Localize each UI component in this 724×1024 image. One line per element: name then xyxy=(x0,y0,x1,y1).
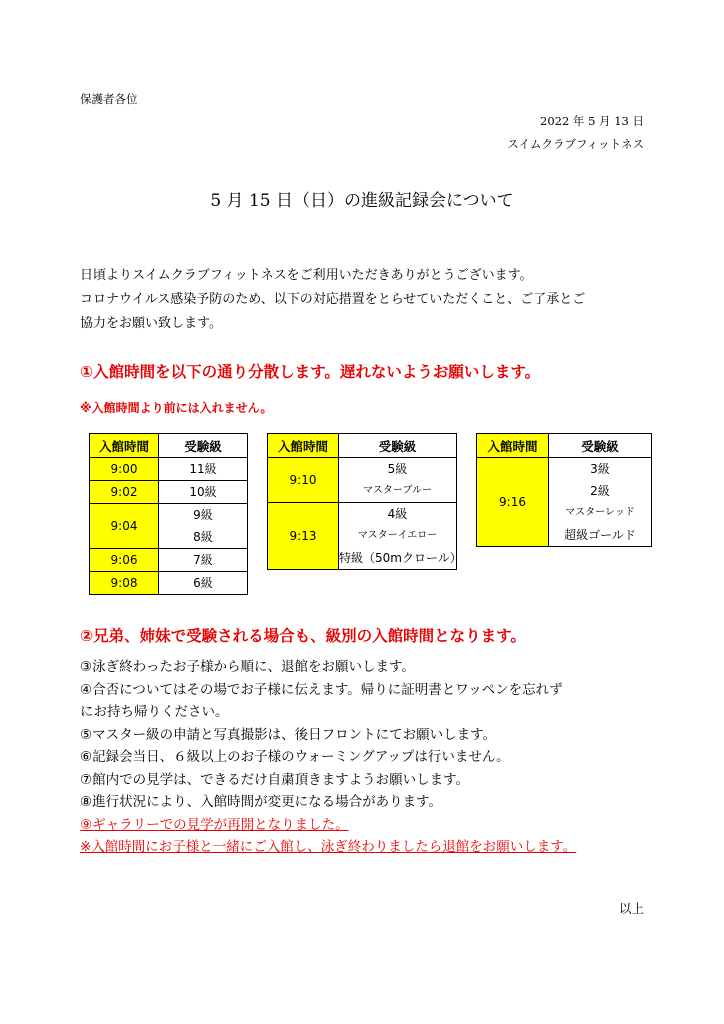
intro-paragraph xyxy=(80,264,585,336)
page-title: 5 月 15 日（日）の進級記録会について xyxy=(210,191,514,211)
section2-heading: ②兄弟、姉妹で受験される場合も、級別の入館時間となります。 xyxy=(80,627,526,645)
level: マスターイエロー xyxy=(357,530,438,541)
level: 7級 xyxy=(159,549,248,572)
table-row xyxy=(90,572,248,595)
level-cell xyxy=(339,458,457,503)
intro-line: コロナウイルス感染予防のため、以下の対応措置をとらせていただくこと、ご了承とご xyxy=(80,292,586,307)
intro-line: 協力をお願い致します。 xyxy=(80,316,222,331)
table-row xyxy=(477,458,652,547)
level-cell xyxy=(339,503,462,570)
header-time: 入館時間 xyxy=(268,434,339,458)
list-item: ④合否についてはその場でお子様に伝えます。帰りに証明書とワッペンを忘れず xyxy=(80,681,563,698)
addressee: 保護者各位 xyxy=(80,92,138,106)
level: 10級 xyxy=(159,481,248,504)
list-item: ⑤マスター級の申請と写真撮影は、後日フロントにてお願いします。 xyxy=(80,726,497,743)
table-row xyxy=(90,504,248,549)
list-item-highlight: ⑨ギャラリーでの見学が再開となりました。 xyxy=(80,816,349,833)
closing-text: 以上 xyxy=(618,901,644,916)
level: 5級 xyxy=(387,462,408,476)
schedule-table-3 xyxy=(476,433,652,547)
schedule-table-1 xyxy=(89,433,248,595)
level-cell xyxy=(159,504,248,549)
level: 4級 xyxy=(387,507,408,521)
entry-time: 9:08 xyxy=(90,572,159,595)
level: 6級 xyxy=(159,572,248,595)
intro-line: 日頃よりスイムクラブフィットネスをご利用いただきありがとうございます。 xyxy=(80,268,533,283)
table-row xyxy=(90,549,248,572)
level: 超級ゴールド xyxy=(564,528,636,542)
schedule-table-2 xyxy=(267,433,462,570)
list-item: にお持ち帰りください。 xyxy=(80,704,229,720)
entry-time: 9:04 xyxy=(90,504,159,549)
entry-time: 9:06 xyxy=(90,549,159,572)
entry-time: 9:10 xyxy=(268,458,339,503)
level: 8級 xyxy=(193,530,213,544)
organization-name: スイムクラブフィットネス xyxy=(507,137,644,151)
entry-time: 9:16 xyxy=(477,458,549,547)
list-item: ⑦館内での見学は、できるだけ自粛頂きますようお願いします。 xyxy=(80,771,470,788)
entry-time: 9:02 xyxy=(90,481,159,504)
level: 2級 xyxy=(590,484,610,498)
header-level: 受験級 xyxy=(339,434,457,458)
level: 9級 xyxy=(193,508,213,522)
header-time: 入館時間 xyxy=(90,434,159,458)
table-row xyxy=(90,458,248,481)
section1-heading: ①入館時間を以下の通り分散します。遅れないようお願いします。 xyxy=(80,363,541,381)
level: マスターレッド xyxy=(565,507,635,518)
header-level: 受験級 xyxy=(159,434,248,458)
level: 3級 xyxy=(590,462,610,476)
list-item: ⑧進行状況により、入館時間が変更になる場合があります。 xyxy=(80,794,443,810)
table-row xyxy=(268,503,457,570)
table-row xyxy=(268,458,457,503)
notice-list xyxy=(80,656,576,859)
document-date: 2022 年 5 月 13 日 xyxy=(540,114,644,128)
header-level: 受験級 xyxy=(549,434,652,458)
list-item: ③泳ぎ終わったお子様から順に、退館をお願いします。 xyxy=(80,659,415,675)
level-cell xyxy=(549,458,652,547)
entry-time: 9:13 xyxy=(268,503,339,570)
header-time: 入館時間 xyxy=(477,434,549,458)
entry-time: 9:00 xyxy=(90,458,159,481)
list-item-highlight: ※入館時間にお子様と一緒にご入館し、泳ぎ終わりましたら退館をお願いします。 xyxy=(80,839,577,855)
list-item: ⑥記録会当日、６級以上のお子様のウォーミングアップは行いません。 xyxy=(80,749,510,765)
level: 特級（50mクロール） xyxy=(339,551,462,565)
table-row xyxy=(90,481,248,504)
level: マスターブルー xyxy=(362,485,433,496)
level: 11級 xyxy=(159,458,248,481)
section1-note: ※入館時間より前には入れません。 xyxy=(80,401,273,415)
